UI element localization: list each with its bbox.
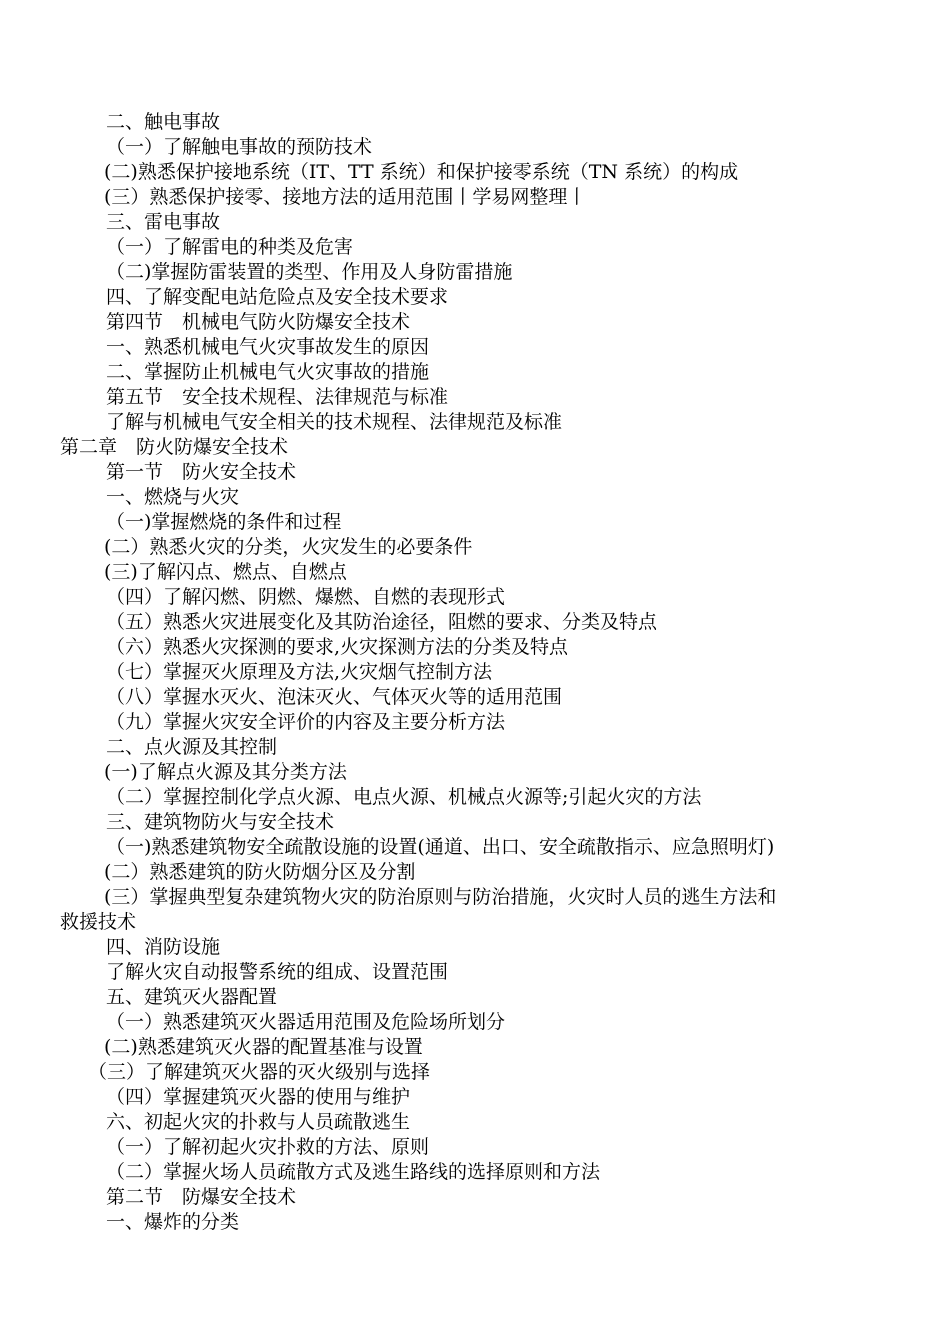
list-item: （九）掌握火灾安全评价的内容及主要分析方法: [106, 711, 506, 733]
list-item: （一）了解雷电的种类及危害: [106, 236, 354, 258]
list-item: (二）熟悉火灾的分类，火灾发生的必要条件: [104, 536, 473, 558]
section-heading: 四、消防设施: [106, 936, 221, 958]
list-item: （三）了解建筑灭火器的灭火级别与选择: [88, 1061, 431, 1083]
list-item-continuation: 救援技术: [60, 911, 137, 933]
list-item: (三)了解闪点、燃点、自燃点: [104, 561, 347, 583]
section-heading: 一、爆炸的分类: [106, 1211, 240, 1233]
subsection-heading: 第四节 机械电气防火防爆安全技术: [106, 311, 411, 333]
list-item: (二)熟悉保护接地系统（IT、TT 系统）和保护接零系统（TN 系统）的构成: [104, 161, 739, 183]
section-heading: 一、熟悉机械电气火灾事故发生的原因: [106, 336, 430, 358]
section-heading: 三、建筑物防火与安全技术: [106, 811, 335, 833]
section-heading: 二、掌握防止机械电气火灾事故的措施: [106, 361, 430, 383]
list-item: (三）掌握典型复杂建筑物火灾的防治原则与防治措施，火灾时人员的逃生方法和: [104, 886, 777, 908]
subsection-heading: 第二节 防爆安全技术: [106, 1186, 297, 1208]
paragraph: 了解与机械电气安全相关的技术规程、法律规范及标准: [106, 411, 563, 433]
list-item: （四）了解闪燃、阴燃、爆燃、自燃的表现形式: [106, 586, 506, 608]
list-item: （一）了解触电事故的预防技术: [106, 136, 373, 158]
document-body: [0, 110, 950, 1235]
list-item: （七）掌握灭火原理及方法,火灾烟气控制方法: [106, 661, 493, 683]
section-heading: 一、燃烧与火灾: [106, 486, 240, 508]
list-item: （一)掌握燃烧的条件和过程: [106, 511, 342, 533]
section-heading: 六、初起火灾的扑救与人员疏散逃生: [106, 1111, 411, 1133]
list-item: (二)熟悉建筑灭火器的配置基准与设置: [104, 1036, 423, 1058]
chapter-heading: 第二章 防火防爆安全技术: [60, 436, 289, 458]
list-item: （八）掌握水灭火、泡沫灭火、气体灭火等的适用范围: [106, 686, 563, 708]
list-item: （一）熟悉建筑灭火器适用范围及危险场所划分: [106, 1011, 506, 1033]
list-item: （五）熟悉火灾进展变化及其防治途径，阻燃的要求、分类及特点: [106, 611, 658, 633]
subsection-heading: 第五节 安全技术规程、法律规范与标准: [106, 386, 449, 408]
paragraph: 了解火灾自动报警系统的组成、设置范围: [106, 961, 449, 983]
list-item: （二）掌握控制化学点火源、电点火源、机械点火源等;引起火灾的方法: [106, 786, 702, 808]
section-heading: 二、点火源及其控制: [106, 736, 278, 758]
list-item: （二）掌握火场人员疏散方式及逃生路线的选择原则和方法: [106, 1161, 601, 1183]
list-item: （四）掌握建筑灭火器的使用与维护: [106, 1086, 411, 1108]
list-item: （一）了解初起火灾扑救的方法、原则: [106, 1136, 430, 1158]
section-heading: 四、了解变配电站危险点及安全技术要求: [106, 286, 449, 308]
list-item: （六）熟悉火灾探测的要求,火灾探测方法的分类及特点: [106, 636, 569, 658]
section-heading: 二、触电事故: [106, 111, 221, 133]
list-item: (三）熟悉保护接零、接地方法的适用范围丨学易网整理丨: [104, 186, 587, 208]
list-item: (一)了解点火源及其分类方法: [104, 761, 347, 783]
section-heading: 五、建筑灭火器配置: [106, 986, 278, 1008]
list-item: （二)掌握防雷装置的类型、作用及人身防雷措施: [106, 261, 513, 283]
subsection-heading: 第一节 防火安全技术: [106, 461, 297, 483]
section-heading: 三、雷电事故: [106, 211, 221, 233]
list-item: （一)熟悉建筑物安全疏散设施的设置(通道、出口、安全疏散指示、应急照明灯): [106, 836, 775, 858]
list-item: (二）熟悉建筑的防火防烟分区及分割: [104, 861, 416, 883]
